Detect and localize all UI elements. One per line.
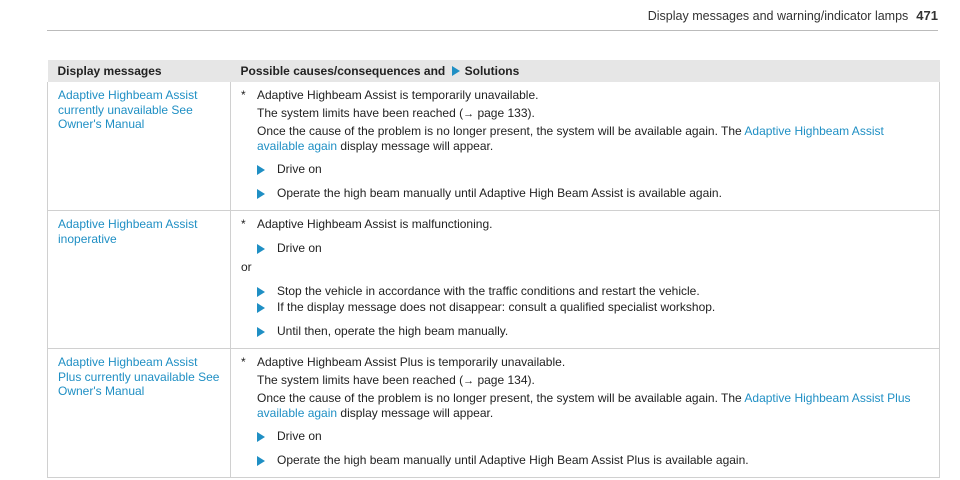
solution-step xyxy=(241,453,929,468)
info-line xyxy=(241,391,929,420)
step-text: Operate the high beam manually until Adaptive High Beam Assist Plus is available again. xyxy=(277,452,749,467)
step-arrow-icon xyxy=(257,165,265,175)
cause-text: Adaptive Highbeam Assist is temporarily unavailable. xyxy=(257,88,539,102)
step-text: Drive on xyxy=(277,429,322,443)
info-line xyxy=(241,124,929,153)
step-arrow-icon xyxy=(257,244,265,254)
table-row xyxy=(48,349,940,478)
solution-step xyxy=(241,324,929,339)
step-arrow-icon xyxy=(257,189,265,199)
info-text: Once the cause of the problem is no longer present, the system will be available again. The xyxy=(257,124,742,138)
solution-step xyxy=(241,186,929,201)
info-text: Once the cause of the problem is no longer present, the system will be available again. The xyxy=(257,391,742,405)
info-text: The system limits have been reached ( xyxy=(257,105,464,120)
solution-step xyxy=(241,300,929,315)
info-text: display message will appear. xyxy=(340,138,494,153)
step-text: Operate the high beam manually until Adaptive High Beam Assist is available again. xyxy=(277,185,722,200)
info-line xyxy=(241,106,929,122)
step-arrow-icon xyxy=(257,287,265,297)
table-row xyxy=(48,82,940,211)
solution-step xyxy=(241,284,929,299)
solution-step xyxy=(241,241,929,256)
header-divider xyxy=(47,30,938,31)
cause: * Adaptive Highbeam Assist is malfunctioning. xyxy=(241,217,493,231)
col-header-causes xyxy=(231,60,940,82)
cause-text: Adaptive Highbeam Assist is malfunctioning. xyxy=(257,217,493,231)
display-messages-table xyxy=(47,60,940,478)
page-number: 471 xyxy=(916,8,938,23)
display-message: Adaptive Highbeam Assist Plus currently unavailable See Owner's Manual xyxy=(48,349,231,478)
info-text: display message will appear. xyxy=(340,405,494,420)
col-header-solutions-text: Solutions xyxy=(464,64,520,78)
col-header-display-messages: Display messages xyxy=(48,60,231,82)
solution-step xyxy=(241,429,929,444)
header-title: Display messages and warning/indicator lamps xyxy=(647,9,909,23)
page-ref[interactable]: page 133). xyxy=(477,105,535,120)
step-arrow-icon xyxy=(257,303,265,313)
step-text: If the display message does not disappear: consult a qualified specialist workshop. xyxy=(277,300,716,314)
highlighted-message: Adaptive Highbeam Assist available again xyxy=(257,124,884,153)
col-header-causes-text: Possible causes/consequences and xyxy=(240,64,446,78)
causes-cell xyxy=(231,82,940,211)
causes-cell xyxy=(231,349,940,478)
or-label: or xyxy=(241,260,252,274)
step-text: Drive on xyxy=(277,162,322,176)
table-row xyxy=(48,211,940,349)
step-text: Stop the vehicle in accordance with the traffic conditions and restart the vehicle. xyxy=(277,283,700,298)
causes-cell xyxy=(231,211,940,349)
step-arrow-icon xyxy=(257,432,265,442)
page-ref[interactable]: page 134). xyxy=(477,372,535,387)
cause-text: Adaptive Highbeam Assist Plus is temporarily unavailable. xyxy=(257,355,566,369)
step-text: Until then, operate the high beam manually. xyxy=(277,323,509,338)
info-text: The system limits have been reached ( xyxy=(257,372,464,387)
display-message: Adaptive Highbeam Assist inoperative xyxy=(48,211,231,349)
info-line xyxy=(241,373,929,389)
cause: * Adaptive Highbeam Assist is temporarily unavailable. xyxy=(241,88,539,102)
step-arrow-icon xyxy=(257,327,265,337)
page-ref-arrow-icon: → xyxy=(463,107,475,120)
page-ref-arrow-icon: → xyxy=(463,374,475,387)
solution-step xyxy=(241,162,929,177)
highlighted-message: Adaptive Highbeam Assist Plus available again xyxy=(257,391,911,420)
step-arrow-icon xyxy=(257,456,265,466)
cause: * Adaptive Highbeam Assist Plus is temporarily unavailable. xyxy=(241,355,566,369)
step-text: Drive on xyxy=(277,240,322,255)
table-header-row xyxy=(48,60,940,82)
solution-arrow-icon xyxy=(452,66,460,76)
display-message: Adaptive Highbeam Assist currently unavailable See Owner's Manual xyxy=(48,82,231,211)
page-header xyxy=(648,8,938,23)
